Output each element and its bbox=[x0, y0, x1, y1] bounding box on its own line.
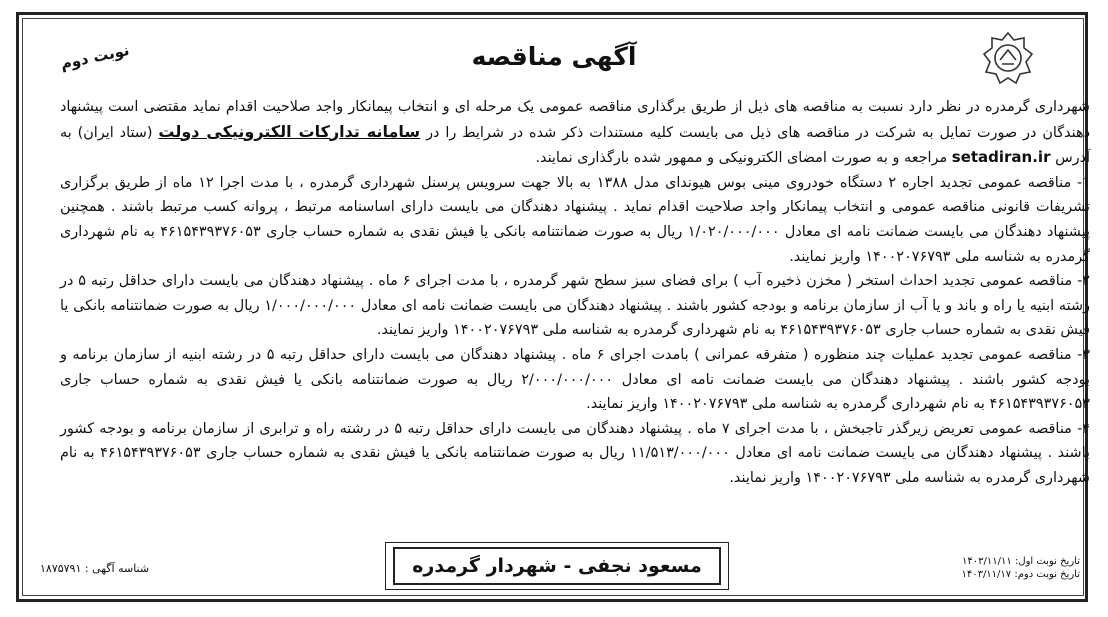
intro-paragraph bbox=[60, 95, 1090, 171]
system-name: سامانه تدارکات الکترونیکی دولت bbox=[158, 121, 421, 141]
tender-item-1: ۱- مناقصه عمومی تجدید اجاره ۲ دستگاه خودروی مینی بوس هیوندای مدل ۱۳۸۸ به بالا جهت سرویس پرسنل شهرداری گرمدره ، با مدت اجرا ۱۲ ماه از طریق برگزاری تشریفات قانونی مناقصه عمومی و انتخاب پیمانکار واجد صلاحیت اقدام نماید . پیشنهاد دهندگان می بایست دارای اساسنامه مرتبط ، پروانه کسب مرتبط باشند . همچنین پیشنهاد دهندگان می بایست ضمانت نامه ای معادل ۱/۰۲۰/۰۰۰/۰۰۰ ریال به صورت ضمانتنامه بانکی یا فیش نقدی به شماره حساب جاری ۴۶۱۵۴۳۹۳۷۶۰۵۳ به نام شهرداری گرمدره به شناسه ملی ۱۴۰۰۲۰۷۶۷۹۳ واریز نمایند. bbox=[60, 174, 1090, 265]
intro-text-1: شهرداری گرمدره در نظر دارد نسبت به مناقصه های ذیل از طریق برگذاری مناقصه عمومی یک مرحله ای و انتخاب پیمانکار واجد صلاحیت اقدام نماید مقتضی است پیشنهاد دهندگان در صورت تمایل به شرکت در مناقصه های ذیل می بایست کلیه مستندات ذکر شده در شرایط را در bbox=[60, 99, 1091, 141]
round-label: نوبت دوم bbox=[58, 40, 131, 74]
intro-text-3: مراجعه و به صورت امضای الکترونیکی و ممهور شده بارگذاری نمایند. bbox=[535, 150, 948, 167]
publication-dates bbox=[880, 555, 1080, 581]
page-title: آگهی مناقصه bbox=[471, 42, 637, 71]
date-second-round: تاریخ نوبت دوم: ۱۴۰۳/۱۱/۱۷ bbox=[961, 569, 1080, 580]
website-link: setadiran.ir bbox=[951, 148, 1051, 167]
tender-item-4: ۴- مناقصه عمومی تعریض زیرگذر تاجبخش ، با مدت اجرای ۷ ماه . پیشنهاد دهندگان می بایست دارای حداقل رتبه ۵ در رشته راه و ترابری از سازمان برنامه و بودجه کشور باشند . پیشنهاد دهندگان می بایست ضمانت نامه ای معادل ۱۱/۵۱۳/۰۰۰/۰۰۰ ریال به صورت ضمانتنامه بانکی یا فیش نقدی به شماره حساب جاری ۴۶۱۵۴۳۹۳۷۶۰۵۳ به نام شهرداری گرمدره به شناسه ملی ۱۴۰۰۲۰۷۶۷۹۳ واریز نمایند. bbox=[60, 420, 1090, 486]
signature: مسعود نجفی - شهردار گرمدره bbox=[393, 547, 721, 585]
tender-item-3: ۳- مناقصه عمومی تجدید عملیات چند منظوره ( متفرقه عمرانی ) بامدت اجرای ۶ ماه . پیشنهاد دهندگان می بایست دارای حداقل رتبه ۵ در رشته ابنیه از سازمان برنامه و بودجه کشور باشند . پیشنهاد دهندگان می بایست ضمانت نامه ای معادل ۲/۰۰۰/۰۰۰/۰۰۰ ریال به صورت ضمانتنامه بانکی یا فیش نقدی به شماره حساب جاری ۴۶۱۵۴۳۹۳۷۶۰۵۳ به نام شهرداری گرمدره به شناسه ملی ۱۴۰۰۲۰۷۶۷۹۳ واریز نمایند. bbox=[60, 346, 1091, 413]
intro-text-2: (ستاد ایران) به آدرس bbox=[60, 124, 1090, 167]
date-first-round: تاریخ نوبت اول: ۱۴۰۳/۱۱/۱۱ bbox=[962, 556, 1080, 567]
tender-item-2: ۲- مناقصه عمومی تجدید احداث استخر ( مخزن ذخیره آب ) برای فضای سبز سطح شهر گرمدره ، با مدت اجرای ۶ ماه . پیشنهاد دهندگان می بایست دارای حداقل رتبه ۵ در رشته ابنیه یا راه و باند و یا آب از سازمان برنامه و بودجه کشور باشند . پیشنهاد دهندگان می بایست ضمانت نامه ای معادل ۱/۰۰۰/۰۰۰/۰۰۰ ریال به صورت ضمانتنامه بانکی یا فیش نقدی به شماره حساب جاری ۴۶۱۵۴۳۹۳۷۶۰۵۳ به نام شهرداری گرمدره به شناسه ملی ۱۴۰۰۲۰۷۶۷۹۳ واریز نمایند. bbox=[60, 273, 1091, 339]
ad-id: شناسه آگهی : ۱۸۷۵۷۹۱ bbox=[40, 562, 150, 575]
notice-body bbox=[60, 95, 1090, 491]
